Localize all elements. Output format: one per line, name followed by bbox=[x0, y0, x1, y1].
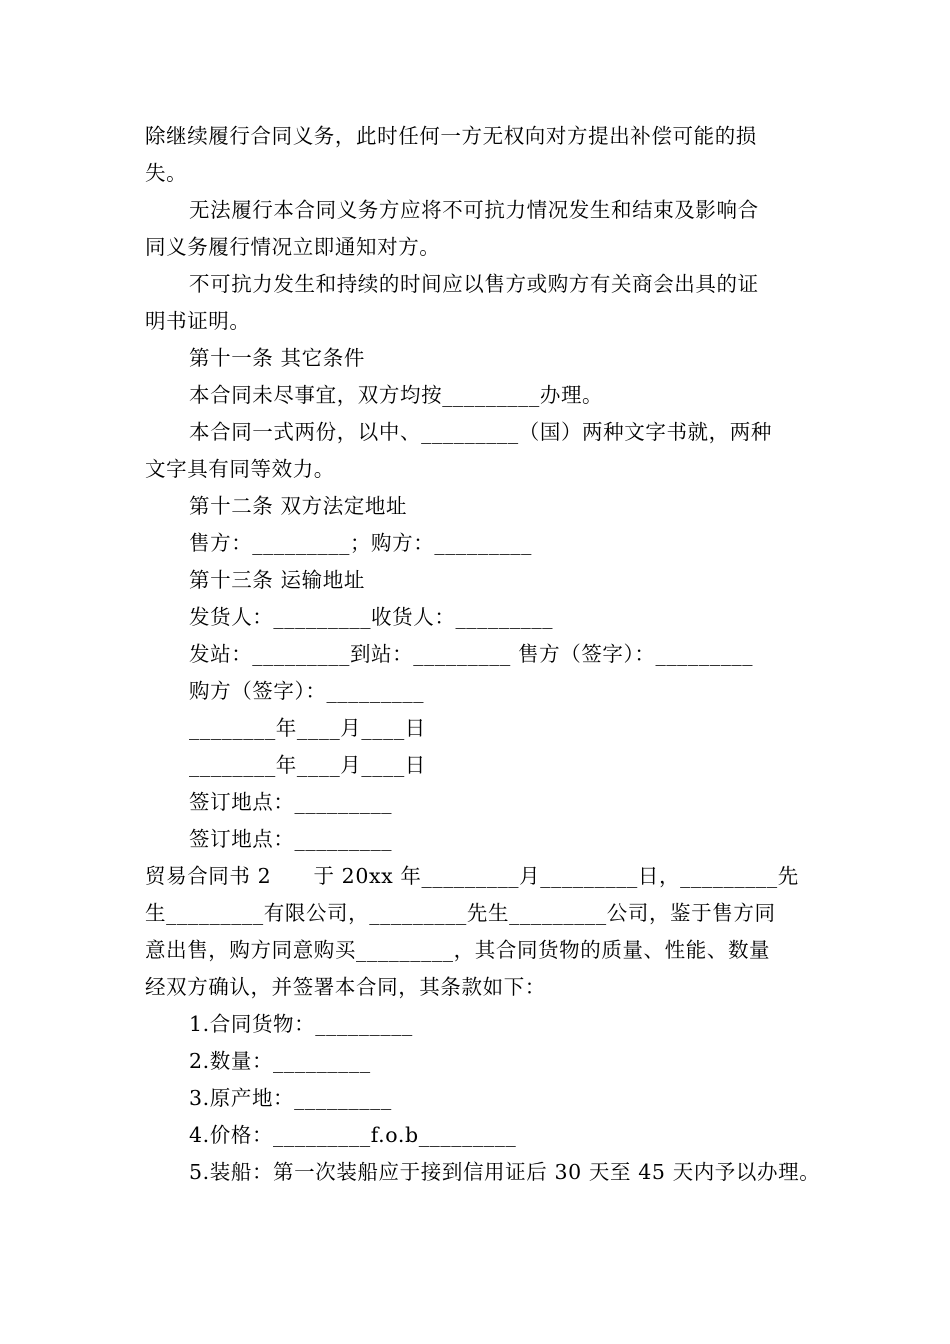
text-line: 本合同未尽事宜，双方均按_________办理。 bbox=[189, 383, 604, 407]
text-line: 意出售，购方同意购买_________，其合同货物的质量、性能、数量 bbox=[145, 938, 771, 962]
text-line: 3.原产地：_________ bbox=[189, 1086, 392, 1110]
text-line: 售方：_________；购方：_________ bbox=[189, 531, 532, 555]
text-line: 生_________有限公司，_________先生_________公司，鉴于售方同 bbox=[145, 901, 776, 925]
text-line: 失。 bbox=[145, 161, 188, 185]
text-line: 发货人：_________收货人：_________ bbox=[189, 605, 554, 629]
text-line: 本合同一式两份，以中、_________（国）两种文字书就，两种 bbox=[189, 420, 772, 444]
text-line: 同义务履行情况立即通知对方。 bbox=[145, 235, 441, 259]
text-line: 明书证明。 bbox=[145, 309, 251, 333]
text-line: 签订地点：_________ bbox=[189, 827, 393, 851]
text-line: 文字具有同等效力。 bbox=[145, 457, 335, 481]
text-line: 无法履行本合同义务方应将不可抗力情况发生和结束及影响合 bbox=[189, 198, 759, 222]
text-line: 除继续履行合同义务，此时任何一方无权向对方提出补偿可能的损 bbox=[145, 124, 757, 148]
text-line: 第十二条 双方法定地址 bbox=[189, 494, 408, 518]
text-line: ________年____月____日 bbox=[189, 753, 426, 777]
text-line: ________年____月____日 bbox=[189, 716, 426, 740]
text-line: 不可抗力发生和持续的时间应以售方或购方有关商会出具的证 bbox=[189, 272, 759, 296]
text-line: 经双方确认，并签署本合同，其条款如下： bbox=[145, 975, 546, 999]
text-line: 签订地点：_________ bbox=[189, 790, 393, 814]
document-body bbox=[145, 118, 821, 1191]
text-line: 贸易合同书 2 于 20xx 年_________月_________日，_________先 bbox=[145, 864, 799, 888]
text-line: 5.装船：第一次装船应于接到信用证后 30 天至 45 天内予以办理。 bbox=[189, 1160, 821, 1184]
text-line: 第十一条 其它条件 bbox=[189, 346, 365, 370]
text-line: 4.价格：_________f.o.b_________ bbox=[189, 1123, 517, 1147]
text-line: 2.数量：_________ bbox=[189, 1049, 371, 1073]
text-line: 1.合同货物：_________ bbox=[189, 1012, 413, 1036]
text-line: 第十三条 运输地址 bbox=[189, 568, 365, 592]
text-line: 发站：_________到站：_________ 售方（签字）：_________ bbox=[189, 642, 754, 666]
text-line: 购方（签字）：_________ bbox=[189, 679, 425, 703]
